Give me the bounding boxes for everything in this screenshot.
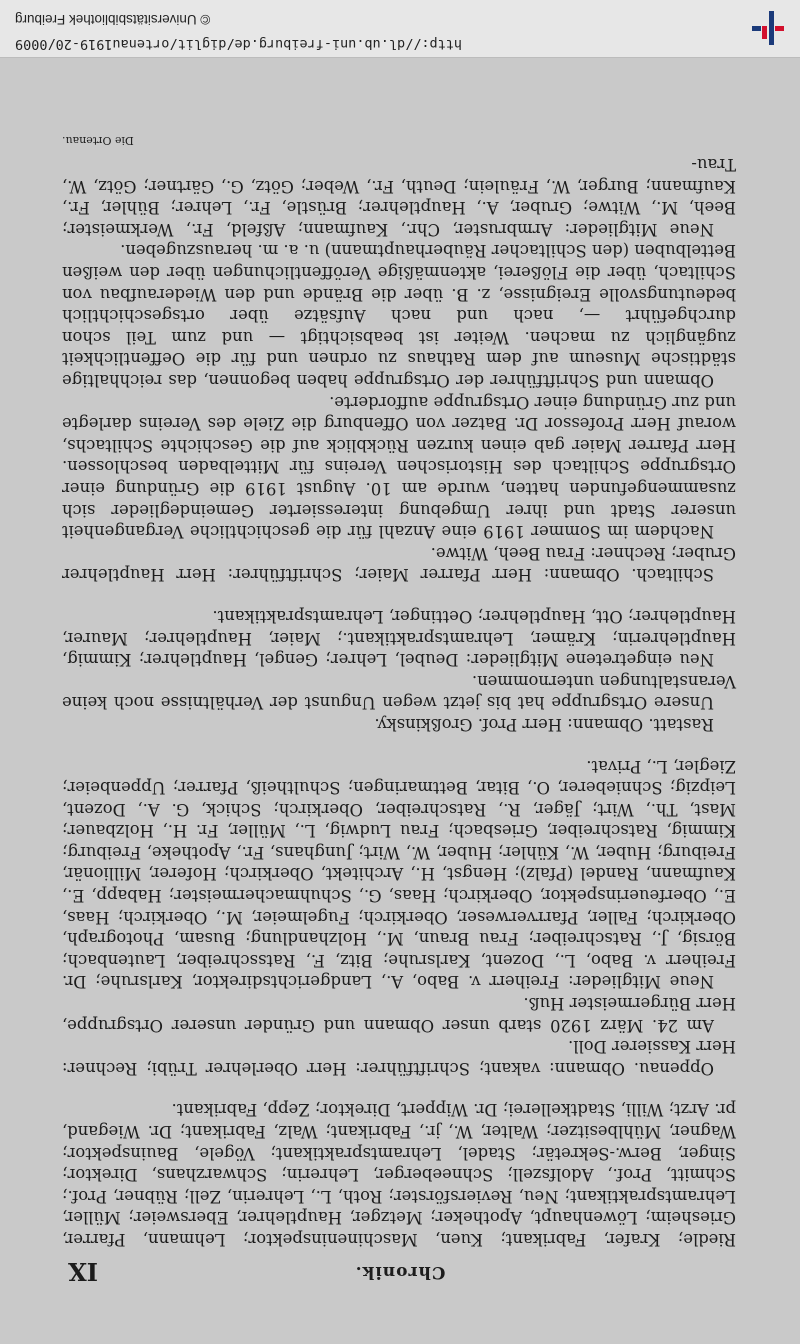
copyright-text: © Universitätsbibliothek Freiburg bbox=[15, 12, 211, 27]
page-heading: Chronik. bbox=[354, 1262, 446, 1282]
paragraph: Neu eingetretene Mitglieder: Deubel, Lehrer; Gengel, Hauptlehrer; Kimmig, Hauptlehrerin; Krämer, Lehramtspraktikant.; Maier, Hauptlehrer; Maurer, Hauptlehrer; Ott, Hauptlehrer; Oettinger, Lehramtspraktikant. bbox=[62, 606, 736, 670]
paragraph: Unsere Ortsgruppe hat bis jetzt wegen Ungunst der Verhältnisse noch keine Veranstaltungen unternommen. bbox=[62, 671, 736, 713]
running-head bbox=[0, 1256, 800, 1286]
source-url-link[interactable]: http://dl.ub.uni-freiburg.de/diglit/ortenau1919-20/0009 bbox=[15, 36, 463, 52]
paragraph: Nachdem im Sommer 1919 eine Anzahl für die geschichtliche Vergangenheit unserer Stadt und ihrer Umgebung interessierter Gemeindeglieder sich zusammengefunden hatten, wurde am 10. August 1919 die Gründung einer Ortsgruppe Schiltach des Historischen Vereins für Mittelbaden beschlossen. Herr Pfarrer Maier gab einen kurzen Rückblick auf die Geschichte Schiltachs, worauf Herr Professor Dr. Batzer von Offenburg die Ziele des Vereins darlegte und zur Gründung einer Ortsgruppe aufforderte. bbox=[62, 392, 736, 542]
page-credit: Die Ortenau. bbox=[62, 134, 134, 148]
scanned-page bbox=[0, 58, 800, 1344]
footer-bar bbox=[0, 0, 800, 58]
paragraph: Am 24. März 1920 starb unser Obmann und Gründer unserer Ortsgruppe, Herr Bürgermeister Huß. bbox=[62, 994, 736, 1035]
text-body bbox=[62, 130, 736, 1250]
university-logo-icon[interactable] bbox=[748, 8, 788, 48]
paragraph: Neue Mitglieder: Freiherr v. Babo, A., Landgerichtsdirektor, Karlsruhe; Dr. Freiherr v. Babo, L., Dozent, Karlsruhe; Bitz, F., Ratsschreiber, Lautenbach; Börsig, J., Ratschreiber; Frau Braun, M., Holzhandlung; Busam, Photograph, Oberkirch; Faller, Pfarrverweser, Oberkirch; Fugelmeier, M., Oberkirch; Haas, E., Oberfeuerinspektor, Oberkirch; Haas, G., Schuhmachermeister; Habapp, E., Kaufmann, Randel (Pfalz); Hengst, H., Architekt, Oberkirch; Hoferer, Millionär, Freiburg; Huber, W., Kühler; Huber, W., Wirt; Junghans, Fr., Apotheke, Freiburg; Kimmig, Ratschreiber, Griesbach; Frau Ludwig, L., Müller, Fr. H., Holzbauer; Mast, Th., Wirt; Jäger, R., Ratschreiber, Oberkirch; Schick, G. A., Dozent, Leipzig; Schnieberer, O., Bitar, Bettmaringen; Schultheiß, Pfarrer; Uppenbeier; Ziegler, L., Privat. bbox=[62, 756, 736, 992]
page-number: IX bbox=[68, 1257, 98, 1286]
paragraph: Oppenau. Obmann: vakant; Schriftführer: Herr Oberlehrer Trübi; Rechner: Herr Kassierer Doll. bbox=[62, 1037, 736, 1078]
paragraph: Neue Mitglieder: Armbruster, Chr., Kaufmann; Aßfeld, Fr., Werkmeister; Beeh, M., Witwe; Gruber, A., Hauptlehrer; Brüstle, Fr., Lehrer; Bühler, Fr., Kaufmann; Burger, W., Fräulein; Deuth, Fr., Weber; Götz, G., Gärtner; Götz, W., Trau- bbox=[62, 155, 736, 239]
paragraph: Obmann und Schriftführer der Ortsgruppe haben begonnen, das reichhaltige städtische Museum auf dem Rathaus zu ordnen und für die Oeffentlichkeit zugänglich zu machen. Weiter ist beabsichtigt — und zum Teil schon durchgeführt —, nach und nach Aufsätze über ortsgeschichtlich bedeutungsvolle Ereignisse, z. B. über die Brände und den Wiederaufbau von Schiltach, über die Flößerei, aktenmäßige Veröffentlichungen über den weißen Bettelbuben (den Schiltacher Räuberhauptmann) u. a. m. herauszugeben. bbox=[62, 241, 736, 391]
paragraph: Riedle; Krafer, Fabrikant; Kuen, Maschineninspektor; Lehmann, Pfarrer, Griesheim; Löwenhaupt, Apotheker; Metzger, Hauptlehrer, Ebersweier; Müller, Lehramtspraktikant; Neu, Reviersförster; Roth, L., Lehrerin, Zell; Rübner, Prof.; Schmitt, Prof., Adolfszell; Schneeberger, Lehrerin; Schwarzhans, Direktor; Singer, Berw.-Sekretär; Stadel, Lehramtspraktikant; Vögele, Bauinspektor; Wagner, Mühlbesitzer; Walter, W., jr., Fabrikant; Walz, Fabrikant; Dr. Wiegand, pr. Arzt; Willi, Stadtkellerei; Dr. Wippert, Direktor; Zepp, Fabrikant. bbox=[62, 1100, 736, 1249]
paragraph: Schiltach. Obmann: Herr Pfarrer Maier; Schriftführer: Herr Hauptlehrer Gruber; Rechner: Frau Beeh, Witwe. bbox=[62, 543, 736, 585]
paragraph: Rastatt. Obmann: Herr Prof. Großkinsky. bbox=[374, 714, 714, 734]
